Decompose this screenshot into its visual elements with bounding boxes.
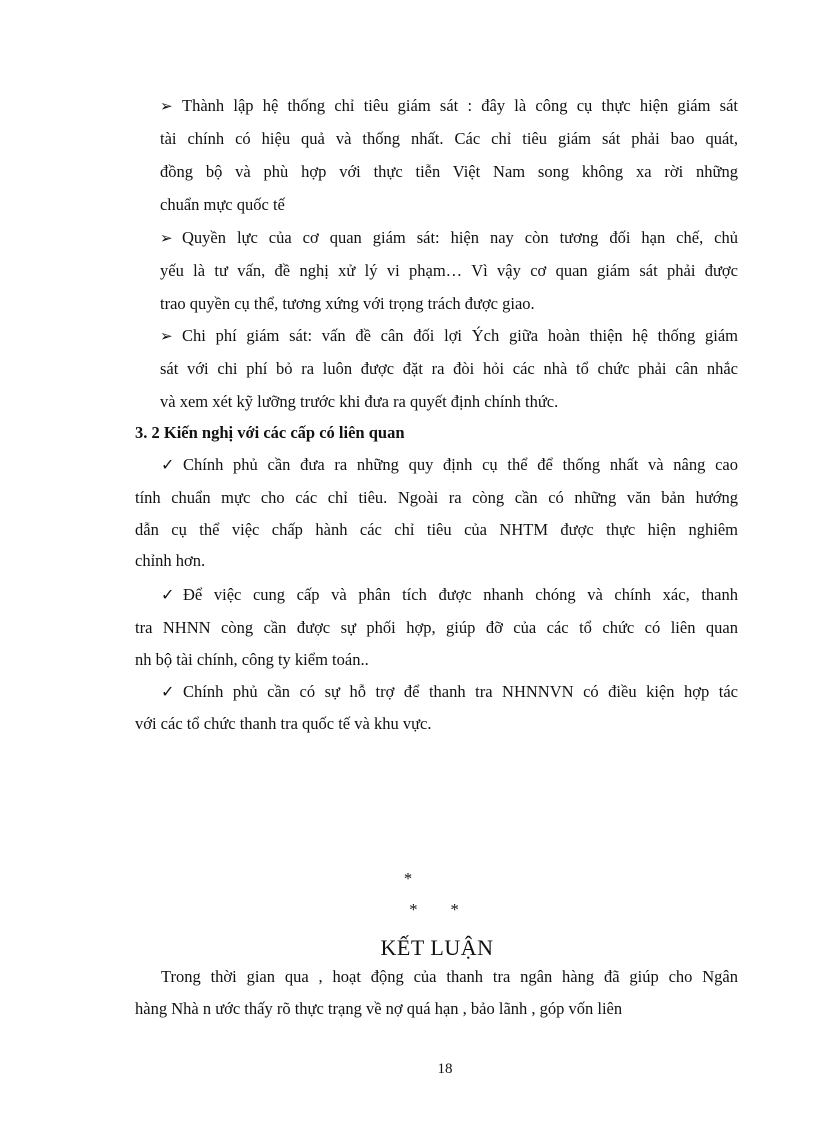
section-heading: 3. 2 Kiến nghị với các cấp có liên quan [135,423,405,442]
arrow-bullet-icon: ➢ [160,329,173,345]
arrow-bullet-2-line-3: trao quyền cụ thể, tương xứng với trọng trách được giao. [160,294,535,313]
check-bullet-2-line-3: nh bộ tài chính, công ty kiểm toán.. [135,650,369,669]
arrow-bullet-icon: ➢ [160,99,173,115]
check-bullet-3-line-2: với các tổ chức thanh tra quốc tế và khu vực. [135,714,432,733]
arrow-bullet-1-line-2: tài chính có hiệu quả và thống nhất. Các chỉ tiêu giám sát phải bao quát, [160,129,738,148]
conclusion-line-2: hàng Nhà n ước thấy rõ thực trạng về nợ quá hạn , bảo lãnh , góp vốn liên [135,999,623,1018]
conclusion-line-1: Trong thời gian qua , hoạt động của thanh tra ngân hàng đã giúp cho Ngân [161,967,738,986]
check-bullet-2-line-2: tra NHNN còng cần được sự phối hợp, giúp đỡ của các tổ chức có liên quan [135,618,738,637]
arrow-bullet-2-line-1: ➢ Quyền lực của cơ quan giám sát: hiện nay còn tương đối hạn chế, chủ [160,227,738,250]
check-bullet-3-line-1: ✓ Chính phủ cần có sự hỗ trợ để thanh tra NHNNVN có điều kiện hợp tác [135,681,738,704]
arrow-bullet-3-line-1: ➢ Chi phí giám sát: vấn đề cân đối lợi Ých giữa hoàn thiện hệ thống giám [160,325,738,348]
check-bullet-1-line-3: dẫn cụ thể việc chấp hành các chỉ tiêu của NHTM được thực hiện nghiêm [135,520,738,539]
arrow-bullet-icon: ➢ [160,231,173,247]
check-bullet-1-line-2: tính chuẩn mực cho các chỉ tiêu. Ngoài ra còng cần có những văn bản hướng [135,488,738,507]
page-number: 18 [437,1061,453,1077]
separator-star-bottom: * * [409,900,459,919]
check-bullet-icon: ✓ [161,684,175,701]
check-bullet-icon: ✓ [161,457,175,474]
arrow-bullet-1-line-1: ➢ Thành lập hệ thống chỉ tiêu giám sát : đây là công cụ thực hiện giám sát [160,95,738,118]
check-bullet-1-line-1: ✓ Chính phủ cần đưa ra những quy định cụ thể để thống nhất và nâng cao [135,454,738,477]
arrow-bullet-2-line-2: yếu là tư vấn, đề nghị xử lý vi phạm… Vì vậy cơ quan giám sát phải được [160,261,738,280]
arrow-bullet-3-line-3: và xem xét kỹ lưỡng trước khi đưa ra quyết định chính thức. [160,392,559,411]
separator-star-top: * [403,869,413,888]
arrow-bullet-1-line-3: đồng bộ và phù hợp với thực tiễn Việt Nam song không xa rời những [160,162,738,181]
check-bullet-icon: ✓ [161,587,175,604]
arrow-bullet-1-line-4: chuẩn mực quốc tế [160,195,285,214]
arrow-bullet-3-line-2: sát với chi phí bỏ ra luôn được đặt ra đòi hỏi các nhà tổ chức phải cân nhắc [160,359,738,378]
check-bullet-1-line-4: chỉnh hơn. [135,551,206,570]
conclusion-title: KẾT LUẬN [380,935,494,960]
check-bullet-2-line-1: ✓ Để việc cung cấp và phân tích được nhanh chóng và chính xác, thanh [135,584,738,607]
